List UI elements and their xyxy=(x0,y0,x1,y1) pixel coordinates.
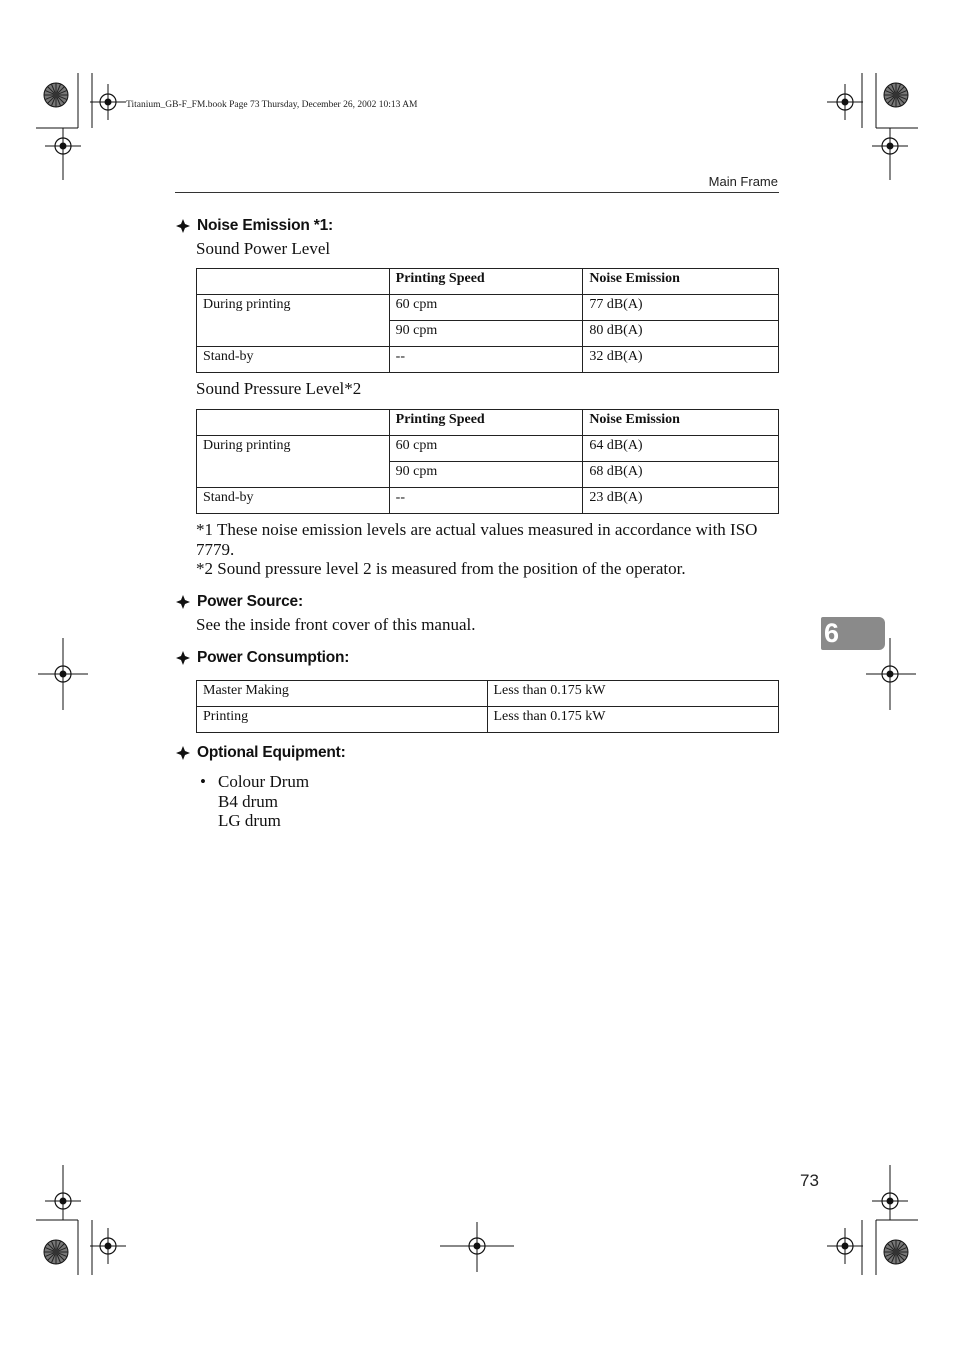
registration-mark-icon xyxy=(90,84,126,120)
table-header-cell xyxy=(197,410,390,436)
list-item-text: LG drum xyxy=(218,811,281,830)
heading-label: Optional Equipment: xyxy=(197,744,346,761)
list-bullet: • xyxy=(200,772,206,791)
emission-cell: 64 dB(A) xyxy=(583,436,779,462)
power-source-heading xyxy=(176,593,303,611)
table-header-row xyxy=(197,410,779,436)
table-row xyxy=(197,347,779,373)
optional-equipment-list xyxy=(200,772,309,831)
power-consumption-table xyxy=(196,680,779,733)
registration-star-icon xyxy=(44,83,68,107)
sound-pressure-table xyxy=(196,409,779,514)
noise-emission-heading xyxy=(176,217,333,235)
speed-cell: 90 cpm xyxy=(389,321,583,347)
speed-cell: 60 cpm xyxy=(389,436,583,462)
table-header-cell: Printing Speed xyxy=(389,269,583,295)
optional-equipment-heading xyxy=(176,744,346,762)
table-row xyxy=(197,681,779,707)
mode-cell: Stand-by xyxy=(197,488,390,514)
emission-cell: 23 dB(A) xyxy=(583,488,779,514)
diamond-bullet-icon xyxy=(176,651,190,665)
table-header-cell: Noise Emission xyxy=(583,269,779,295)
table-row xyxy=(197,488,779,514)
list-item-text: Colour Drum xyxy=(218,772,310,791)
diamond-bullet-icon xyxy=(176,746,190,760)
power-consumption-heading xyxy=(176,649,349,667)
table-row xyxy=(197,295,779,321)
sound-pressure-label: Sound Pressure Level*2 xyxy=(196,379,362,398)
footnote-1: *1 These noise emission levels are actual values measured in accordance with ISO 7779. xyxy=(196,520,758,559)
registration-mark-icon xyxy=(827,84,863,120)
table-header-cell: Noise Emission xyxy=(583,410,779,436)
power-source-text: See the inside front cover of this manual. xyxy=(196,615,476,634)
table-row xyxy=(197,707,779,733)
sound-power-label: Sound Power Level xyxy=(196,239,331,258)
list-item xyxy=(200,792,309,812)
speed-cell: -- xyxy=(389,488,583,514)
mode-cell: During printing xyxy=(197,295,390,347)
emission-cell: 77 dB(A) xyxy=(583,295,779,321)
heading-label: Power Source: xyxy=(197,593,303,610)
value-cell: Less than 0.175 kW xyxy=(487,707,779,733)
mode-cell: Master Making xyxy=(197,681,488,707)
speed-cell: 90 cpm xyxy=(389,462,583,488)
list-item xyxy=(200,772,309,792)
footnote-2: *2 Sound pressure level 2 is measured from the position of the operator. xyxy=(196,559,686,578)
header-rule xyxy=(175,192,779,193)
emission-cell: 32 dB(A) xyxy=(583,347,779,373)
print-info-line: Titanium_GB-F_FM.book Page 73 Thursday, December 26, 2002 10:13 AM xyxy=(126,100,418,110)
speed-cell: 60 cpm xyxy=(389,295,583,321)
list-item-text: B4 drum xyxy=(218,791,278,811)
list-item xyxy=(200,811,309,831)
heading-label: Noise Emission *1: xyxy=(197,217,333,234)
registration-star-icon xyxy=(884,1240,908,1264)
table-header-cell: Printing Speed xyxy=(389,410,583,436)
heading-label: Power Consumption: xyxy=(197,649,350,666)
table-row xyxy=(197,436,779,462)
registration-mark-icon xyxy=(827,1228,863,1264)
table-header-cell xyxy=(197,269,390,295)
diamond-bullet-icon xyxy=(176,595,190,609)
page-number: 73 xyxy=(800,1171,819,1190)
running-head: Main Frame xyxy=(708,174,778,189)
mode-cell: During printing xyxy=(197,436,390,488)
table-header-row xyxy=(197,269,779,295)
sound-power-table xyxy=(196,268,779,373)
registration-star-icon xyxy=(44,1240,68,1264)
mode-cell: Printing xyxy=(197,707,488,733)
registration-mark-icon xyxy=(90,1228,126,1264)
emission-cell: 80 dB(A) xyxy=(583,321,779,347)
mode-cell: Stand-by xyxy=(197,347,390,373)
emission-cell: 68 dB(A) xyxy=(583,462,779,488)
diamond-bullet-icon xyxy=(176,219,190,233)
value-cell: Less than 0.175 kW xyxy=(487,681,779,707)
registration-star-icon xyxy=(884,83,908,107)
chapter-tab: 6 xyxy=(821,617,885,650)
speed-cell: -- xyxy=(389,347,583,373)
